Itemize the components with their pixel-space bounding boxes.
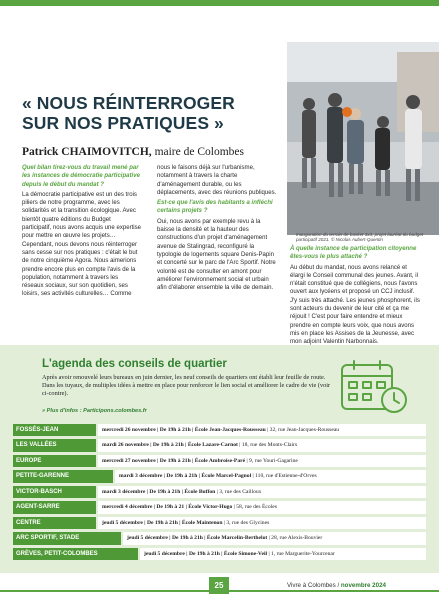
meeting-address: | 58, rue des Écoles bbox=[232, 504, 277, 511]
meeting-date-time: jeudi 5 décembre | De 19h à 21h | bbox=[144, 550, 224, 557]
agenda-meeting-details bbox=[98, 486, 426, 498]
agenda-quarter-label: GRÈVES, PETIT-COLOMBES bbox=[13, 548, 138, 560]
question-1: Quel bilan tirez-vous du travail mené par les instances de démocratie participative depuis le début du mandat ? bbox=[22, 165, 140, 188]
agenda-quarter-label: LES VALLÉES bbox=[13, 439, 96, 451]
meeting-address: | 9, rue Youri-Gagarine bbox=[245, 457, 298, 464]
magazine-footer bbox=[287, 582, 386, 589]
photo-caption: Inauguration du terrain de basket 3x3, projet lauréat du budget participatif 2021. © Nicolas Aubert-Quentin bbox=[296, 232, 424, 243]
calendar-icon bbox=[338, 358, 412, 416]
question-3: À quelle instance de participation citoyenne êtes-vous le plus attaché ? bbox=[290, 246, 417, 261]
answer-2: Oui, nous avons par exemple revu à la baisse la densité et la hauteur des constructions d'un projet d'aménagement avenue de Stalingrad, reconfiguré la typologie de logements square Denis-Papin et concerté sur le parc de l'Arc Sportif. Notre volonté est de consulter en amont pour améliorer l'environnement social et urbain afin d'élaborer ensemble la ville de demain. bbox=[157, 218, 276, 292]
meeting-address: | 18, rue des Monts-Clairs bbox=[237, 442, 298, 449]
title-line-2: SUR NOS PRATIQUES » bbox=[22, 113, 224, 133]
meeting-date-time: mercredi 27 novembre | De 19h à 21h | bbox=[102, 457, 195, 464]
agenda-meeting-details bbox=[98, 501, 426, 513]
article-column-2 bbox=[157, 164, 278, 294]
meeting-date-time: mercredi 4 décembre | De 19h à 21 | bbox=[102, 504, 189, 511]
agenda-quarter-label: PETITE-GARENNE bbox=[13, 470, 113, 482]
meeting-address: | 110, rue d'Estienne-d'Orves bbox=[251, 473, 317, 480]
agenda-row bbox=[13, 439, 426, 451]
meeting-address: | 1, rue Marguerite-Yourcenar bbox=[267, 550, 335, 557]
agenda-table bbox=[13, 424, 426, 563]
meeting-address: | 3, rue des Cailloux bbox=[215, 488, 262, 495]
agenda-title: L'agenda des conseils de quartier bbox=[42, 358, 227, 370]
agenda-meeting-details bbox=[115, 470, 426, 482]
meeting-date-time: mardi 26 novembre | De 19h à 21h | bbox=[102, 442, 188, 449]
agenda-link-text[interactable]: Plus d'infos : Participons.colombes.fr bbox=[46, 408, 147, 414]
agenda-meeting-details bbox=[98, 439, 426, 451]
agenda-meeting-details bbox=[98, 424, 426, 436]
magazine-name: Vivre à Colombes / bbox=[287, 582, 341, 589]
agenda-row bbox=[13, 424, 426, 436]
agenda-row bbox=[13, 470, 426, 482]
magazine-issue: novembre 2024 bbox=[340, 582, 386, 589]
agenda-meeting-details bbox=[140, 548, 426, 560]
article-photo bbox=[287, 42, 439, 235]
top-accent-bar bbox=[0, 0, 439, 6]
answer-1-continued: nous le faisons déjà sur l'urbanisme, notamment à travers la charte d'aménagement durable, ou les déplacements, avec des réunions publiques. bbox=[157, 165, 277, 196]
agenda-meeting-details bbox=[123, 532, 426, 544]
agenda-row bbox=[13, 486, 426, 498]
meeting-place: École Buffon bbox=[184, 488, 216, 495]
agenda-row bbox=[13, 548, 426, 560]
agenda-row bbox=[13, 455, 426, 467]
answer-1: La démocratie participative est un des trois piliers de notre programme, avec les solidarités et la transition écologique. Avec bientôt quatre éditions du Budget participatif, nous avons acquis une expertise pour mettre en œuvre les projets… Cependant, nous devons nous réinterroger sans cesse sur nos pratiques : c'était le but de notre cinquième Agora. Nous aimerions prendre encore plus en compte l'avis de la population, notamment à travers les réseaux sociaux, sur son quotidien, ses loisirs, ses activités culturelles… Comme bbox=[22, 191, 141, 298]
agenda-row bbox=[13, 501, 426, 513]
meeting-address: | 32, rue Jean-Jacques-Rousseau bbox=[265, 427, 340, 433]
agenda-intro: Après avoir renouvelé leurs bureaux en juin dernier, les neuf conseils de quartiers ont établi leur feuille de route. Dans les tuyaux, de multiples idées à mettre en place pour renforcer le lien social et améliorer le cadre de vie (voir ci-contre). bbox=[42, 374, 331, 398]
meeting-place: École Ambroise-Paré bbox=[194, 457, 246, 464]
meeting-place: École Maintenon bbox=[181, 519, 223, 526]
agenda-row bbox=[13, 532, 426, 544]
meeting-place: École Marcelin-Berthelot bbox=[206, 535, 268, 542]
agenda-info-link[interactable]: » Plus d'infos : Participons.colombes.fr bbox=[42, 408, 147, 414]
meeting-place: École Jean-Jacques-Rousseau bbox=[194, 427, 266, 433]
article-author bbox=[22, 146, 244, 158]
meeting-date-time: mardi 3 décembre | De 19h à 21h | bbox=[102, 488, 185, 495]
meeting-date-time: jeudi 5 décembre | De 19h à 21h | bbox=[102, 519, 182, 526]
answer-3: Au début du mandat, nous avons relancé et élargi le Conseil communal des jeunes. Avant, il n'était constitué que de collégiens, nous l'avons ouvert aux lycéens et proposé un CCJ inclusif. J'y suis très attaché. Les jeunes phosphorent, ils sont acteurs du devenir de leur cité et ça me réjouit ! C'est pour faire entendre et mieux prendre en compte leurs voix, que nous avons mis en place les Assises de la Jeunesse, avec mon adjoint Valentin Narbonnais. bbox=[290, 264, 420, 346]
meeting-address: | 3, rue des Glycines bbox=[222, 519, 270, 526]
agenda-meeting-details bbox=[98, 455, 426, 467]
meeting-place: École Lazare-Carnot bbox=[187, 442, 238, 449]
agenda-meeting-details bbox=[98, 517, 426, 529]
article-title bbox=[22, 93, 292, 133]
question-2: Est-ce que l'avis des habitants a infléchi certains projets ? bbox=[157, 200, 273, 215]
agenda-row bbox=[13, 517, 426, 529]
article-column-3 bbox=[290, 245, 420, 349]
meeting-date-time: mardi 3 décembre | De 19h à 21h | bbox=[119, 473, 202, 480]
agenda-quarter-label: CENTRE bbox=[13, 517, 96, 529]
author-name: Patrick CHAIMOVITCH, bbox=[22, 146, 152, 158]
meeting-date-time: jeudi 5 décembre | De 19h à 21h | bbox=[127, 535, 207, 542]
meeting-place: École Simone-Veil bbox=[223, 550, 268, 557]
meeting-place: École Marcel-Pagnol bbox=[201, 473, 252, 480]
meeting-place: École Victor-Hugo bbox=[188, 504, 233, 511]
page-number: 25 bbox=[209, 577, 229, 594]
agenda-quarter-label: AGENT-SARRE bbox=[13, 501, 96, 513]
author-role: maire de Colombes bbox=[151, 146, 244, 158]
agenda-quarter-label: VICTOR-BASCH bbox=[13, 486, 96, 498]
title-line-1: « NOUS RÉINTERROGER bbox=[22, 93, 235, 113]
agenda-quarter-label: FOSSÉS-JEAN bbox=[13, 424, 96, 436]
article-column-1 bbox=[22, 164, 141, 301]
meeting-date-time: mercredi 26 novembre | De 19h à 21h | bbox=[102, 427, 195, 433]
meeting-address: | 28, rue Alexis-Bouvier bbox=[267, 535, 323, 542]
agenda-quarter-label: EUROPE bbox=[13, 455, 96, 467]
agenda-quarter-label: ARC SPORTIF, STADE bbox=[13, 532, 121, 544]
